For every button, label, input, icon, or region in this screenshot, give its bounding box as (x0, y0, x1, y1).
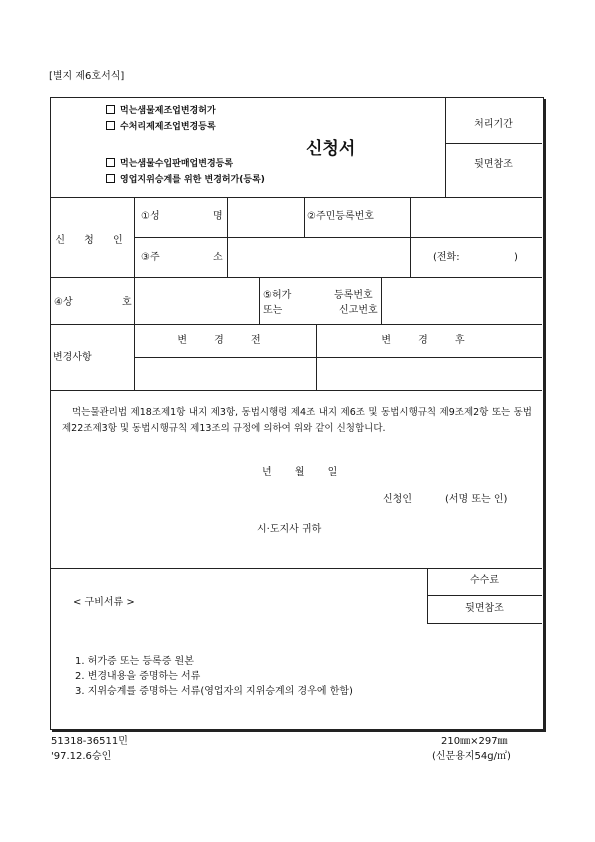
option-drinking-water-manufacture[interactable]: 먹는샘물제조업변경허가 (106, 105, 216, 116)
divider (259, 277, 260, 324)
divider (445, 98, 446, 197)
checkbox-icon[interactable] (106, 105, 115, 114)
divider (445, 143, 542, 144)
change-section-label: 변경사항 (53, 352, 92, 363)
divider (381, 277, 382, 324)
name-label-suffix: 명 (213, 211, 223, 222)
divider (427, 595, 542, 596)
phone-close: ) (514, 252, 518, 263)
addressee: 시·도지사 귀하 (257, 524, 322, 535)
trade-name-label: ④상 (54, 297, 73, 308)
divider (51, 390, 542, 391)
after-change-label: 변 경 후 (381, 335, 477, 346)
fee-see-back: 뒷면참조 (465, 603, 504, 614)
license-label-b: 등록번호 (334, 290, 373, 301)
footer-paper-type: (신문용지54g/㎡) (432, 751, 511, 762)
divider (51, 277, 542, 278)
license-label-d: 신고번호 (339, 305, 378, 316)
checkbox-icon[interactable] (106, 158, 115, 167)
divider (427, 623, 542, 624)
divider (304, 197, 305, 237)
form-number-label: [별지 제6호서식] (49, 71, 125, 82)
license-label-a: ⑤허가 (263, 290, 292, 301)
divider (134, 357, 542, 358)
before-change-label: 변 경 전 (177, 335, 273, 346)
footer-paper-size: 210㎜×297㎜ (441, 736, 508, 747)
address-label-suffix: 소 (213, 252, 223, 263)
address-label: ③주 (141, 252, 160, 263)
option-status-succession[interactable]: 영업지위승계를 위한 변경허가(등록) (106, 174, 265, 185)
name-label: ①성 (141, 211, 160, 222)
fee-label: 수수료 (470, 575, 499, 586)
applicant-section-label: 신 청 인 (55, 235, 131, 246)
processing-period-see-back: 뒷면참조 (474, 159, 513, 170)
footer-approval-date: '97.12.6승인 (51, 751, 112, 762)
required-doc-item: 2. 변경내용을 증명하는 서류 (75, 671, 201, 682)
resident-no-label: ②주민등록번호 (307, 211, 374, 222)
license-label-c: 또는 (263, 305, 283, 316)
divider (51, 324, 542, 325)
divider (134, 237, 542, 238)
divider (134, 197, 135, 390)
phone-label: (전화: (433, 252, 460, 263)
trade-name-label-suffix: 호 (122, 297, 132, 308)
divider (51, 197, 542, 198)
application-statement: 먹는물관리법 제18조제1항 내지 제3항, 동법시행령 제4조 내지 제6조 및 동법시행규칙 제9조제2항 또는 동법 제22조제3항 및 동법시행규칙 제13조의 규정에 의하여 위와 같이 신청합니다. (62, 407, 532, 434)
required-docs-label: < 구비서류 > (73, 597, 135, 608)
option-water-treatment-agent[interactable]: 수처리제제조업변경등록 (106, 121, 216, 132)
divider (51, 568, 542, 569)
required-doc-item: 3. 지위승계를 증명하는 서류(영업자의 지위승계의 경우에 한함) (75, 686, 353, 697)
processing-period-label: 처리기간 (474, 119, 513, 130)
form-title: 신청서 (306, 139, 356, 159)
date-label: 년 월 일 (262, 467, 348, 478)
footer-form-number: 51318-36511민 (51, 736, 128, 747)
required-doc-item: 1. 허가증 또는 등록증 원본 (75, 656, 194, 667)
checkbox-icon[interactable] (106, 121, 115, 130)
checkbox-icon[interactable] (106, 174, 115, 183)
option-import-sales[interactable]: 먹는샘물수입판매업변경등록 (106, 158, 233, 169)
applicant-sign-label: 신청인 (383, 494, 412, 505)
signature-hint: (서명 또는 인) (445, 494, 508, 505)
